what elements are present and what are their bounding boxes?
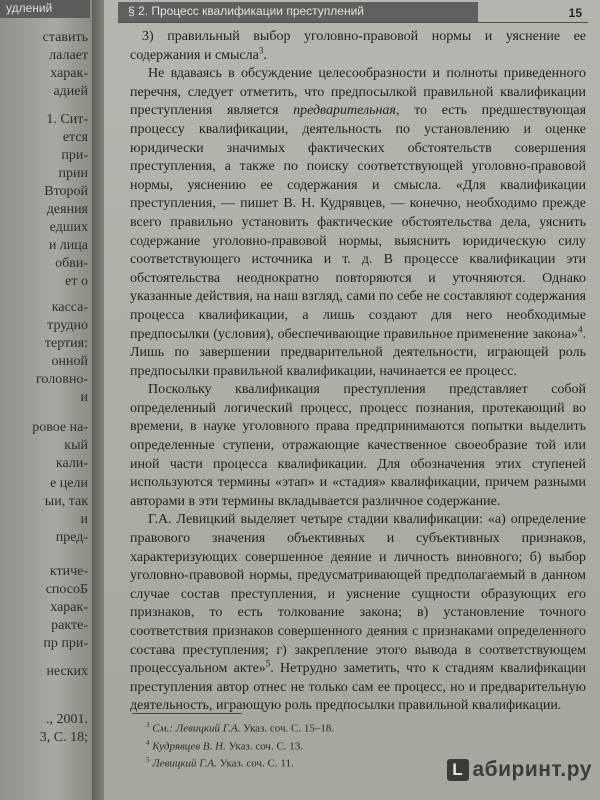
left-page-line: 1. Сит-	[46, 112, 88, 127]
footnote-author: Кудрявцев В. Н.	[149, 740, 226, 753]
footnote-number: 5	[146, 756, 150, 765]
footnote	[134, 718, 574, 736]
left-page-line: пред-	[55, 530, 88, 545]
footnote-divider	[132, 713, 242, 714]
left-page-line: трудно	[47, 318, 88, 333]
paragraph	[130, 381, 586, 511]
right-page	[104, 0, 600, 800]
running-header-band	[118, 2, 478, 22]
footnote-reference: Указ. соч. С. 13.	[225, 740, 304, 753]
left-page-line: прин	[58, 166, 88, 181]
left-page-line: и лица	[48, 238, 88, 253]
footnote-number: 3	[146, 721, 150, 729]
paragraph-text: , то есть предшествующая процессу квалификации, деятельность по установлению и оценке юридически значимых фактических обстоятельств совершения преступления, а также по поиску соответствующей уголовно-правовой нормы, уяснению ее содержания и смысла. «Для квалификации преступления, — пишет В. Н. Кудрявцев, — конечно, необходимо прежде всего правильно установить фактические обстоятельства дела, уяснить содержание уголовно-правовой нормы, выяснить юридическую силу соответствующего источника и т. д. В процессе квалификации эти обстоятельства неоднократно повторяются и уточняются. Однако указанные действия, на наш взгляд, сами по себе не составляют содержания процесса квалификации, а лишь создают для него необходимые предпосылки (условия), обеспечивающие правильное применение закона»	[130, 103, 587, 342]
section-title: § 2. Процесс квалификации преступлений	[128, 4, 364, 18]
page-number: 15	[568, 6, 582, 20]
left-page-header	[0, 0, 90, 18]
left-page-line: едших	[49, 220, 88, 235]
paragraph	[130, 65, 586, 381]
paragraph-text: Поскольку квалификация преступления представляет собой определенный логический процесс, процесс познания, протекающий во времени, в науке уголовного права предпринимаются попытки выделить определенные ступени, отражающие качественное своеобразие той или иной части процесса квалификации. Для обозначения этих ступеней используются термины «этап» и «стадия» квалификации, причем разными авторами в эти термины вкладывается различное содержание.	[130, 382, 586, 509]
left-page-line: е цели	[50, 476, 88, 491]
left-page-line: харак-	[50, 66, 88, 81]
emphasized-term: предварительная	[293, 103, 396, 119]
running-header	[118, 2, 588, 23]
paragraph-text: . Лишь по завершении предварительной деятельности, играющей роль предпосылки правильной квалификации, начинается ее процесс.	[130, 326, 586, 379]
left-page-line: обви-	[55, 256, 88, 271]
footnote-reference: Указ. соч. С. 15–18.	[240, 722, 335, 735]
left-page-line: спосоБ	[45, 582, 88, 597]
footnote-author: Левицкий Г.А.	[149, 757, 217, 770]
left-page-line: при-	[61, 148, 88, 163]
left-page-line: неских	[46, 664, 88, 679]
left-page-line: касса-	[51, 300, 88, 315]
left-page-line: ется	[62, 130, 88, 145]
paragraph-text: Г.А. Левицкий выделяет четыре стадии квалификации: «а) определение правового значения объективных и субъективных признаков, характеризующих совершенное деяние и личность виновного; б) выбор уголовно-правовой нормы, предусматривающей предполагаемый в данном случае состав преступления, и уяснение сущности образующих его признаков, то есть толкование закона; в) установление точного соответствия признаков совершенного деяния с признаками определенного состава преступления; г) закрепление этого вывода в соответствующем процессуальном акте»	[130, 512, 586, 677]
left-page-line: ставить	[42, 30, 88, 45]
left-page-line: Второй	[44, 184, 88, 199]
footnote-reference: Указ. соч. С. 11.	[216, 757, 294, 770]
footnote-author: См.: Левицкий Г.А.	[149, 722, 241, 735]
logo-mark-icon: L	[447, 759, 469, 781]
paragraph-text: . Нетрудно заметить, что к стадиям квалификации преступления автор отнес не только сам ее процесс, но и предварительную деятельность, играющую роль предпосылки правильной квалификации.	[130, 661, 587, 714]
logo-text: абиринт.ру	[472, 758, 592, 781]
left-page-line: харак-	[50, 600, 88, 615]
left-page-line: ракте-	[51, 618, 88, 633]
footnote-marker: 3	[258, 44, 264, 55]
left-page-line: ыи, так	[44, 494, 88, 509]
left-page-line: ктиче-	[49, 564, 88, 579]
left-page-line: кали-	[55, 456, 88, 471]
paragraph-text: .	[263, 47, 267, 63]
left-page-line: пр при-	[43, 636, 88, 651]
left-page-line: онной	[51, 354, 88, 369]
footnote-marker: 4	[578, 323, 583, 334]
left-page-header-text: удлений	[6, 1, 53, 15]
left-page	[0, 0, 92, 800]
left-page-line: адией	[53, 84, 88, 99]
left-page-line: деяния	[46, 202, 88, 217]
left-page-line: ровое на-	[32, 420, 88, 435]
left-page-line: тертия:	[44, 336, 88, 351]
left-page-line: 3, С. 18;	[39, 730, 88, 745]
footnote-number: 4	[146, 738, 150, 747]
left-page-line: головно-	[36, 372, 88, 387]
left-page-line: и	[80, 512, 88, 527]
paragraph	[130, 511, 586, 716]
labirint-logo	[447, 758, 593, 782]
left-page-line: ет о	[65, 274, 88, 289]
footnote	[134, 736, 574, 754]
left-page-line: лалает	[49, 48, 88, 63]
left-page-line: и	[80, 390, 88, 405]
paragraph	[130, 28, 586, 65]
left-page-line: ., 2001.	[46, 712, 88, 727]
left-page-line: кый	[64, 438, 88, 453]
body-text	[130, 28, 586, 716]
footnote-marker: 5	[265, 658, 271, 669]
paragraph-text: 3) правильный выбор уголовно-правовой нормы и уяснение ее содержания и смысла	[130, 29, 586, 63]
paragraph-text: Не вдаваясь в обсуждение целесообразности и полноты приведенного перечня, следует отметить, что предпосылкой правильной квалификации преступления является	[130, 66, 586, 119]
